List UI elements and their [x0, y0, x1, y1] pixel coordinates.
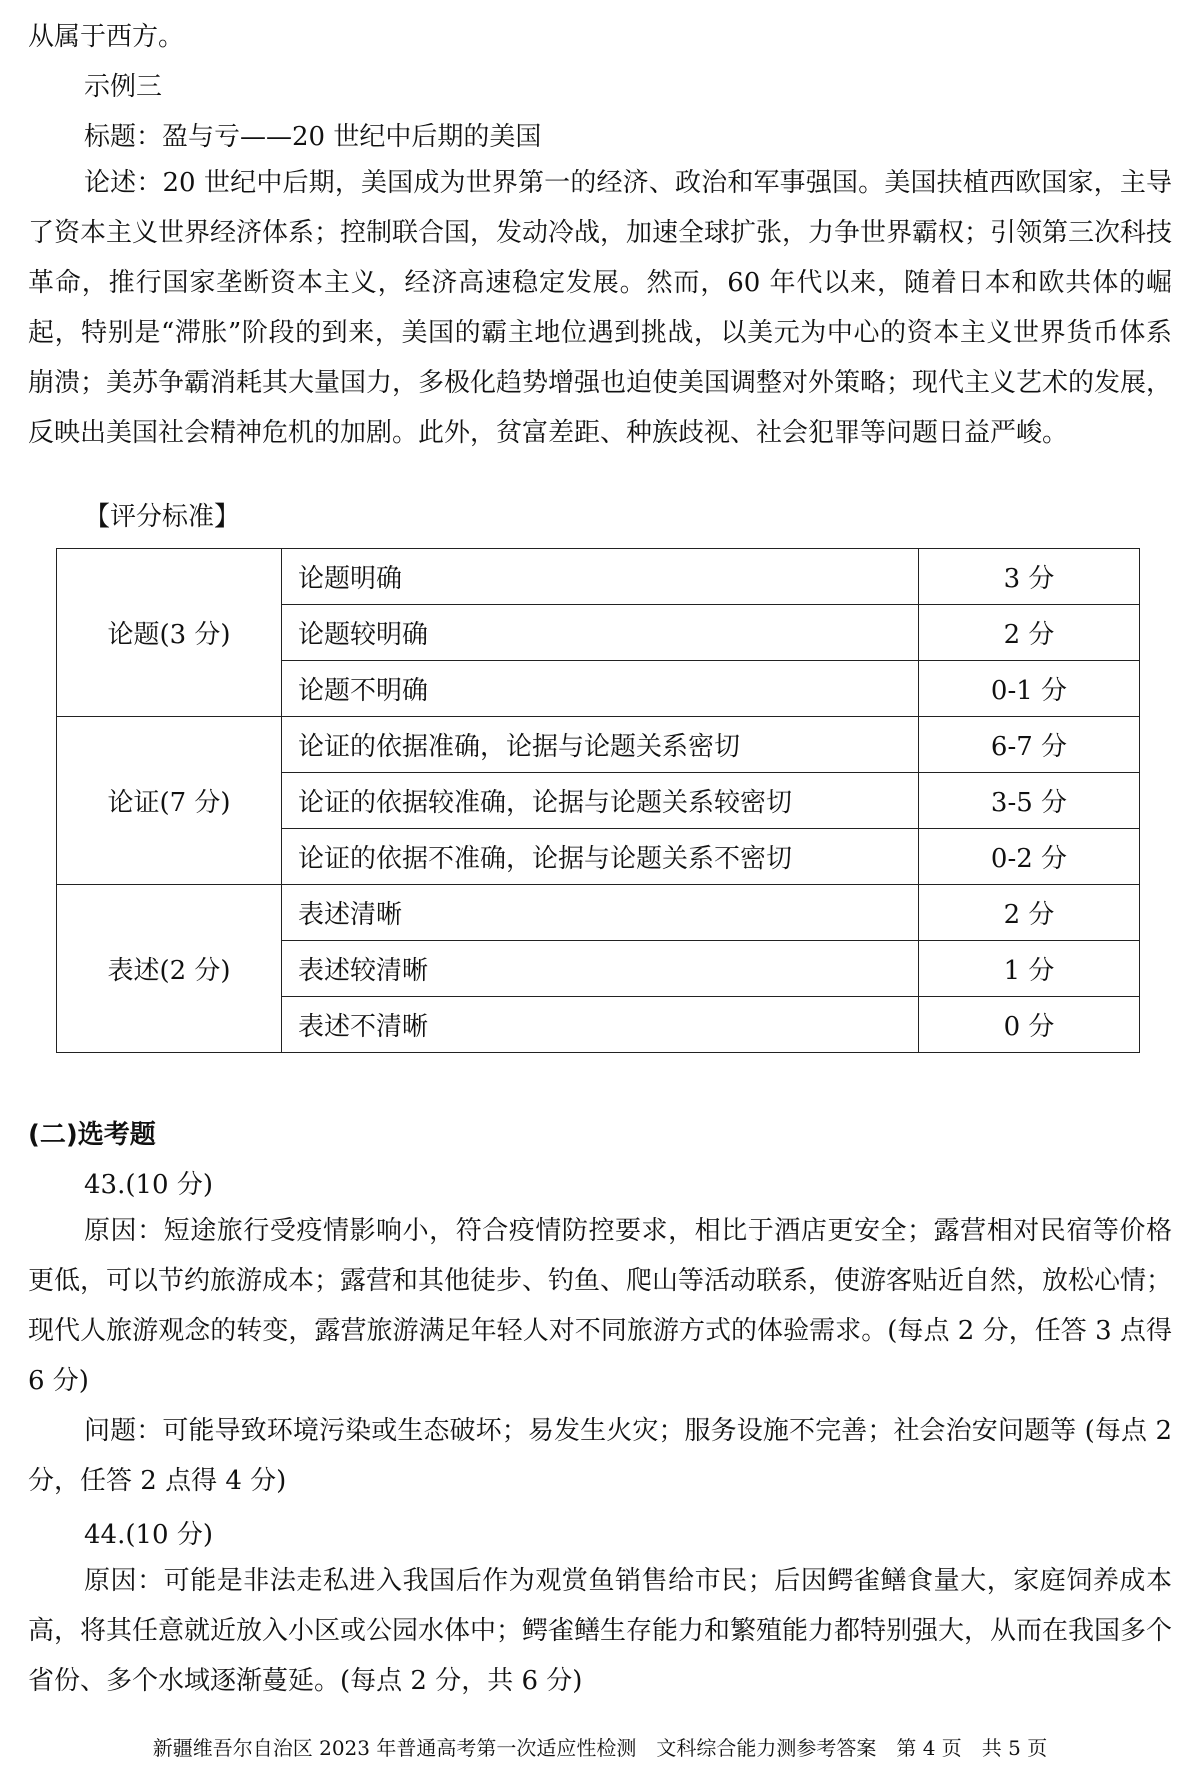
question-44-reason: 原因：可能是非法走私进入我国后作为观赏鱼销售给市民；后因鳄雀鳝食量大，家庭饲养成本高，将其任意就近放入小区或公园水体中；鳄雀鳝生存能力和繁殖能力都特别强大，从而在我国多个省份、多个水域逐渐蔓延。(每点 2 分，共 6 分) [28, 1566, 1173, 1696]
rubric-criterion: 论题明确 [282, 549, 919, 605]
table-row [57, 885, 1140, 941]
rubric-table [56, 548, 1140, 1053]
rubric-category: 表述(2 分) [57, 885, 282, 1053]
rubric-criterion: 表述清晰 [282, 885, 919, 941]
table-row [57, 717, 1140, 773]
rubric-points: 3 分 [919, 549, 1140, 605]
page-footer: 新疆维吾尔自治区 2023 年普通高考第一次适应性检测 文科综合能力测参考答案 第 4 页 共 5 页 [152, 1736, 1048, 1760]
intro-tail-text: 从属于西方。 [28, 22, 185, 52]
rubric-points: 6-7 分 [919, 717, 1140, 773]
rubric-points: 0 分 [919, 997, 1140, 1053]
rubric-points: 0-1 分 [919, 661, 1140, 717]
rubric-category: 论证(7 分) [57, 717, 282, 885]
rubric-category: 论题(3 分) [57, 549, 282, 717]
rubric-points: 2 分 [919, 885, 1140, 941]
rubric-label: 【评分标准】 [84, 502, 241, 532]
question-44-label: 44.(10 分) [84, 1520, 213, 1550]
rubric-criterion: 论证的依据不准确，论据与论题关系不密切 [282, 829, 919, 885]
rubric-points: 0-2 分 [919, 829, 1140, 885]
rubric-points: 3-5 分 [919, 773, 1140, 829]
example-label: 示例三 [84, 72, 163, 102]
rubric-criterion: 论证的依据较准确，论据与论题关系较密切 [282, 773, 919, 829]
rubric-points: 1 分 [919, 941, 1140, 997]
table-row [57, 549, 1140, 605]
rubric-criterion: 论证的依据准确，论据与论题关系密切 [282, 717, 919, 773]
question-43-problem: 问题：可能导致环境污染或生态破坏；易发生火灾；服务设施不完善；社会治安问题等 (每点 2 分，任答 2 点得 4 分) [28, 1416, 1172, 1496]
section-heading: (二)选考题 [28, 1120, 156, 1150]
rubric-criterion: 论题较明确 [282, 605, 919, 661]
rubric-points: 2 分 [919, 605, 1140, 661]
essay-title: 标题：盈与亏——20 世纪中后期的美国 [84, 122, 542, 152]
rubric-criterion: 表述较清晰 [282, 941, 919, 997]
essay-argument: 论述：20 世纪中后期，美国成为世界第一的经济、政治和军事强国。美国扶植西欧国家，主导了资本主义世界经济体系；控制联合国，发动冷战，加速全球扩张，力争世界霸权；引领第三次科技革命，推行国家垄断资本主义，经济高速稳定发展。然而，60 年代以来，随着日本和欧共体的崛起，特别是“滞胀”阶段的到来，美国的霸主地位遇到挑战，以美元为中心的资本主义世界货币体系崩溃；美苏争霸消耗其大量国力，多极化趋势增强也迫使美国调整对外策略；现代主义艺术的发展，反映出美国社会精神危机的加剧。此外，贫富差距、种族歧视、社会犯罪等问题日益严峻。 [28, 168, 1173, 448]
question-43-reason: 原因：短途旅行受疫情影响小，符合疫情防控要求，相比于酒店更安全；露营相对民宿等价格更低，可以节约旅游成本；露营和其他徒步、钓鱼、爬山等活动联系，使游客贴近自然，放松心情；现代人旅游观念的转变，露营旅游满足年轻人对不同旅游方式的体验需求。(每点 2 分，任答 3 点得 6 分) [28, 1216, 1173, 1396]
question-43-label: 43.(10 分) [84, 1170, 213, 1200]
rubric-criterion: 表述不清晰 [282, 997, 919, 1053]
rubric-criterion: 论题不明确 [282, 661, 919, 717]
